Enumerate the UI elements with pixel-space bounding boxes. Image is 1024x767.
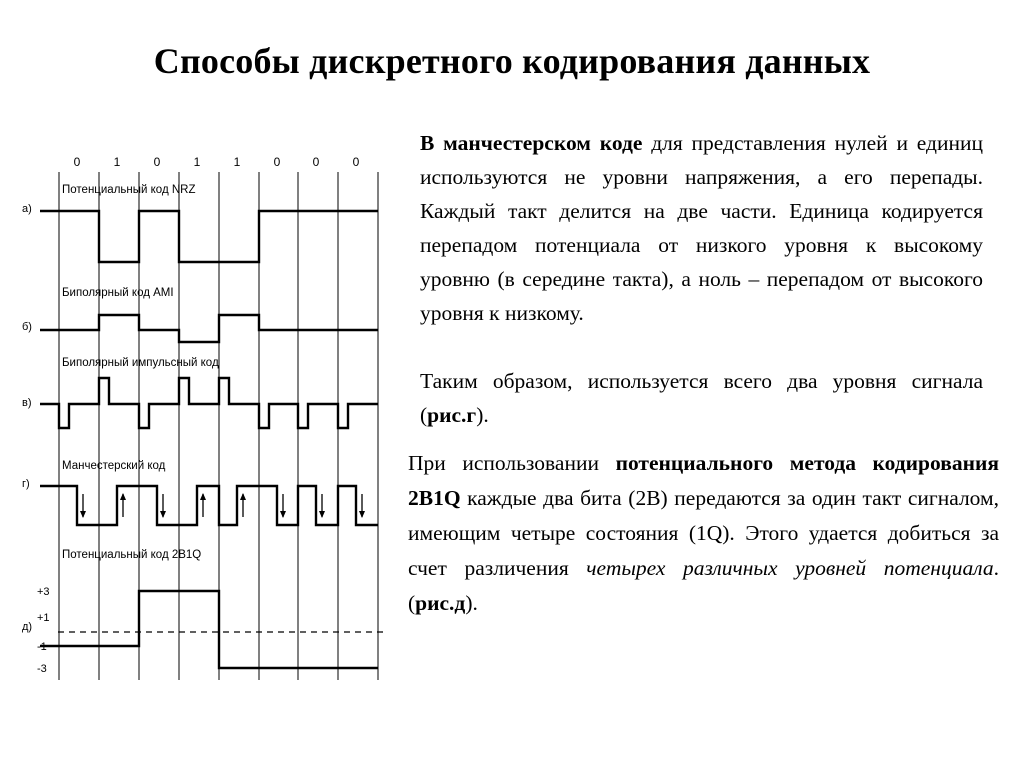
- wave-bipolar-pulse: [40, 378, 378, 428]
- row-label-1: Биполярный код AMI: [62, 287, 174, 299]
- row-label-3: Манчестерский код: [62, 460, 166, 472]
- manchester-description: для представления нулей и единиц используются не уровни напряжения, а его перепады. Каждый такт делится на две части. Единица кодируется перепадом потенциала от низкого уровня к высокому уровню (в середине такта), а ноль – перепадом от высокого уровня к низкому.: [420, 131, 983, 325]
- row-letter-1: б): [22, 321, 32, 333]
- term-2b1q-method: потенциального метода кодирования 2B1Q: [408, 451, 999, 510]
- paragraph-2b1q: [408, 446, 999, 621]
- wave-2b1q: [40, 591, 378, 668]
- row-letter-0: а): [22, 203, 32, 215]
- bit-label-7: 0: [352, 155, 360, 169]
- arrow-head-0: [80, 511, 86, 518]
- 2b1q-text-4: ).: [465, 591, 478, 615]
- bit-label-5: 0: [273, 155, 281, 169]
- term-manchester-code: В манчестерском коде: [420, 131, 643, 155]
- four-levels-phrase: четырех различных уровней потенциала: [586, 556, 994, 580]
- arrow-head-3: [200, 493, 206, 500]
- row-letter-2: в): [22, 397, 32, 409]
- paragraph-two-levels: [420, 364, 983, 432]
- bit-label-3: 1: [193, 155, 201, 169]
- wave-ami: [40, 315, 378, 342]
- 2b1q-text-1: При использовании: [408, 451, 616, 475]
- row-labels: [22, 184, 219, 675]
- row-label-2: Биполярный импульсный код: [62, 357, 219, 369]
- 2b1q-text-2: каждые два бита (2B) передаются за один такт сигналом, имеющим четыре состояния (1Q). Этого удается добиться за счет различения: [408, 486, 999, 580]
- level-label-3: -3: [37, 663, 47, 675]
- level-label-1: +1: [37, 612, 50, 624]
- bit-label-0: 0: [73, 155, 81, 169]
- arrow-head-6: [319, 511, 325, 518]
- 2b1q-text-3: . (: [408, 556, 999, 615]
- row-letter-4: д): [22, 621, 33, 633]
- arrow-head-4: [240, 493, 246, 500]
- arrow-head-5: [280, 511, 286, 518]
- bit-label-6: 0: [312, 155, 320, 169]
- encoding-diagram: [0, 0, 400, 700]
- two-levels-text: Таким образом, используется всего два уровня сигнала (: [420, 369, 983, 427]
- manchester-arrows: [80, 493, 365, 518]
- row-label-4: Потенциальный код 2B1Q: [62, 549, 202, 561]
- level-label-0: +3: [37, 586, 50, 598]
- bit-label-4: 1: [233, 155, 241, 169]
- row-letter-3: г): [22, 478, 30, 490]
- row-label-0: Потенциальный код NRZ: [62, 184, 196, 196]
- arrow-head-1: [120, 493, 126, 500]
- bit-label-1: 1: [113, 155, 121, 169]
- level-label-2: -1: [37, 641, 47, 653]
- figure-ref-g: рис.г: [427, 403, 477, 427]
- arrow-head-7: [359, 511, 365, 518]
- arrow-head-2: [160, 511, 166, 518]
- paragraph-manchester: [420, 126, 983, 330]
- bit-labels: [74, 155, 360, 169]
- wave-nrz: [40, 211, 378, 262]
- page-title: Способы дискретного кодирования данных: [153, 41, 871, 81]
- two-levels-end: ).: [476, 403, 489, 427]
- waveforms: [40, 211, 378, 668]
- wave-manchester: [40, 486, 378, 525]
- figure-ref-d: рис.д: [415, 591, 466, 615]
- bit-label-2: 0: [153, 155, 161, 169]
